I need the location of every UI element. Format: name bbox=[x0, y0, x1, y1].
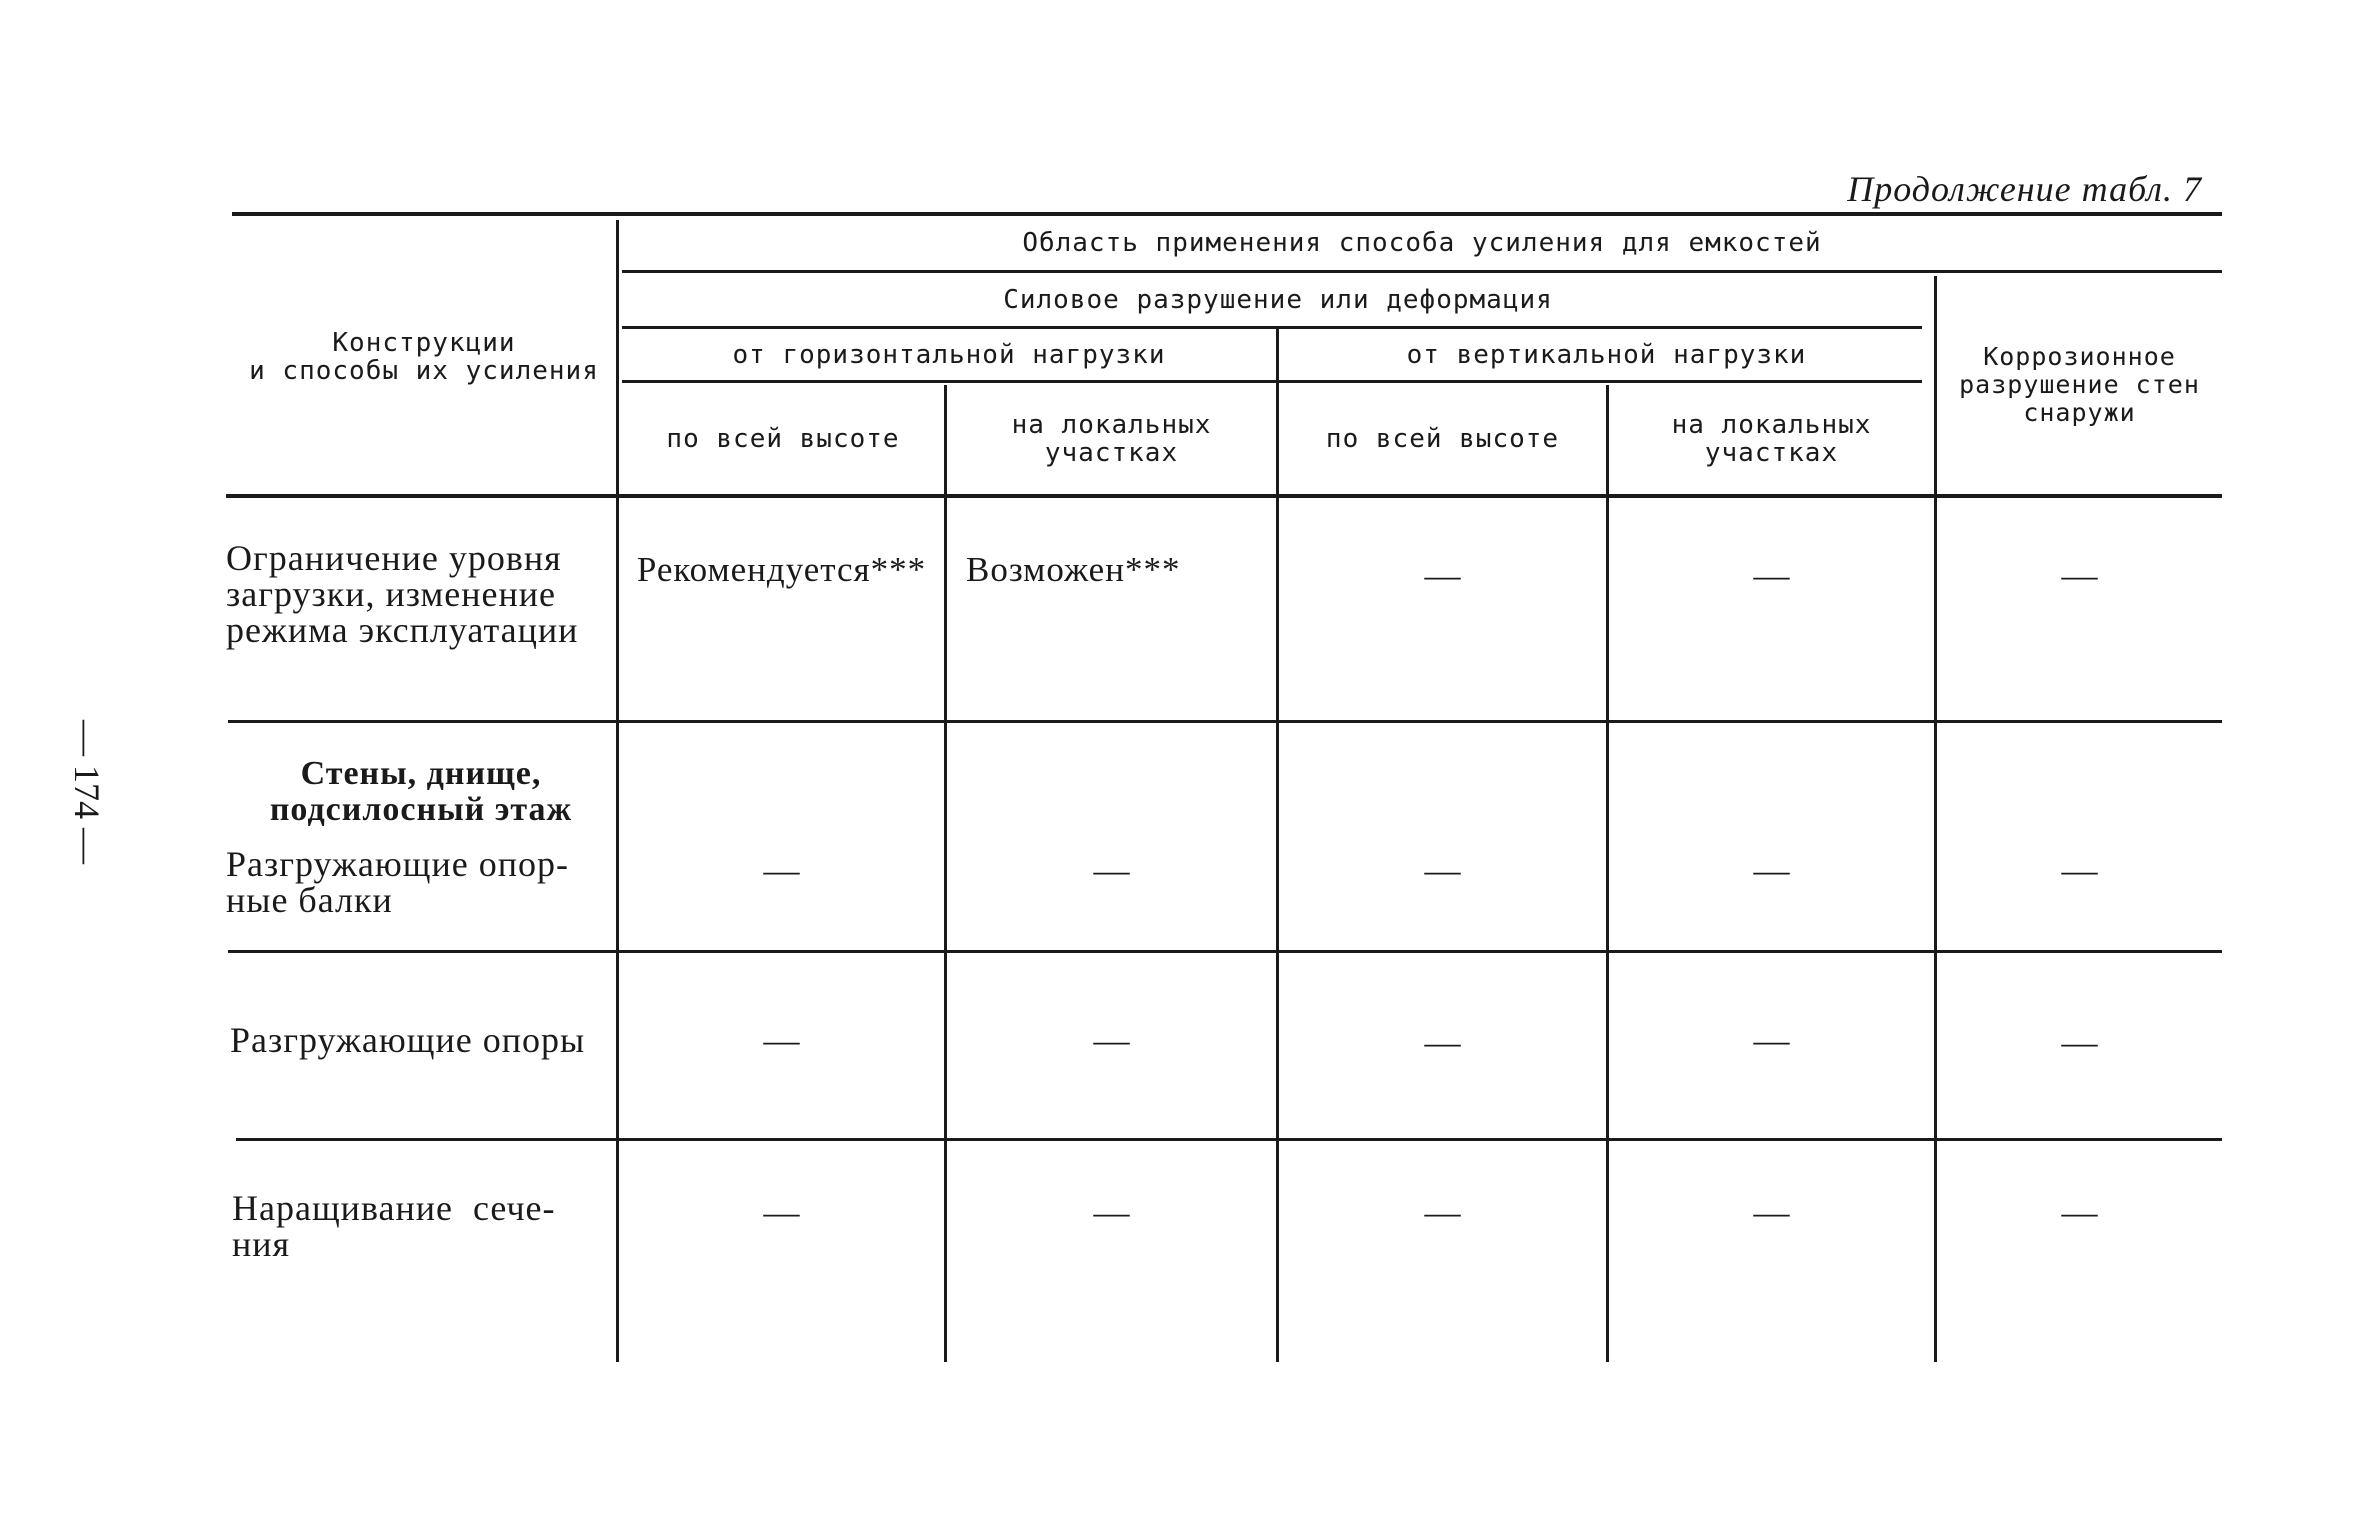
cell-local-vertical: — bbox=[1753, 1192, 1790, 1232]
cell-corrosion: — bbox=[2061, 555, 2098, 595]
cell-full-height-vertical: — bbox=[1424, 1192, 1461, 1232]
cell-full-height-horizontal: Рекомендуется*** bbox=[636, 550, 927, 589]
cell-local-horizontal: — bbox=[1093, 1192, 1130, 1232]
row-label: Ограничение уровня загрузки, изменение режима эксплуатации bbox=[226, 538, 579, 650]
rule-under-area bbox=[622, 270, 2222, 273]
row-rule-2 bbox=[228, 950, 2222, 953]
cell-corrosion: — bbox=[2061, 1192, 2098, 1232]
page-number: — 174 — bbox=[67, 720, 107, 864]
section-heading: Стены, днище, подсилосный этаж bbox=[269, 755, 573, 828]
cell-local-vertical: — bbox=[1753, 555, 1790, 595]
cell-local-horizontal: Возможен*** bbox=[966, 550, 1181, 589]
header-constructions: Конструкции и способы их усиления bbox=[249, 328, 599, 386]
header-application-area: Область применения способа усиления для емкостей bbox=[1022, 228, 1822, 258]
rule-under-load-type bbox=[622, 380, 1922, 383]
header-vertical-load: от вертикальной нагрузки bbox=[1406, 340, 1807, 370]
row-label: Разгружающие опоры bbox=[230, 1020, 586, 1060]
header-force-failure: Силовое разрушение или деформация bbox=[1003, 285, 1553, 315]
cell-full-height-vertical: — bbox=[1424, 850, 1461, 890]
cell-full-height-horizontal: — bbox=[763, 1020, 800, 1060]
header-full-height-2: по всей высоте bbox=[1325, 424, 1560, 454]
header-bottom-rule bbox=[226, 494, 2222, 498]
cell-local-vertical: — bbox=[1753, 850, 1790, 890]
header-corrosion: Коррозионное разрушение стен снаружи bbox=[1959, 342, 2200, 427]
cell-local-horizontal: — bbox=[1093, 850, 1130, 890]
header-local-2: на локальных участках bbox=[1671, 410, 1872, 468]
row-rule-1 bbox=[228, 720, 2222, 723]
row-label: Наращивание сече- ния bbox=[232, 1188, 556, 1264]
rule-under-force bbox=[622, 326, 1922, 329]
row-label: Разгружающие опор- ные балки bbox=[226, 844, 570, 920]
cell-local-horizontal: — bbox=[1093, 1020, 1130, 1060]
header-full-height-1: по всей высоте bbox=[666, 424, 900, 454]
cell-full-height-vertical: — bbox=[1424, 555, 1461, 595]
header-local-1: на локальных участках bbox=[1011, 410, 1212, 468]
cell-corrosion: — bbox=[2061, 850, 2098, 890]
row-rule-3 bbox=[236, 1138, 2222, 1141]
cell-corrosion: — bbox=[2061, 1022, 2098, 1062]
cell-local-vertical: — bbox=[1753, 1020, 1790, 1060]
cell-full-height-vertical: — bbox=[1424, 1022, 1461, 1062]
header-horizontal-load: от горизонтальной нагрузки bbox=[732, 340, 1166, 370]
cell-full-height-horizontal: — bbox=[763, 1192, 800, 1232]
table-caption: Продолжение табл. 7 bbox=[1847, 169, 2202, 209]
cell-full-height-horizontal: — bbox=[763, 850, 800, 890]
